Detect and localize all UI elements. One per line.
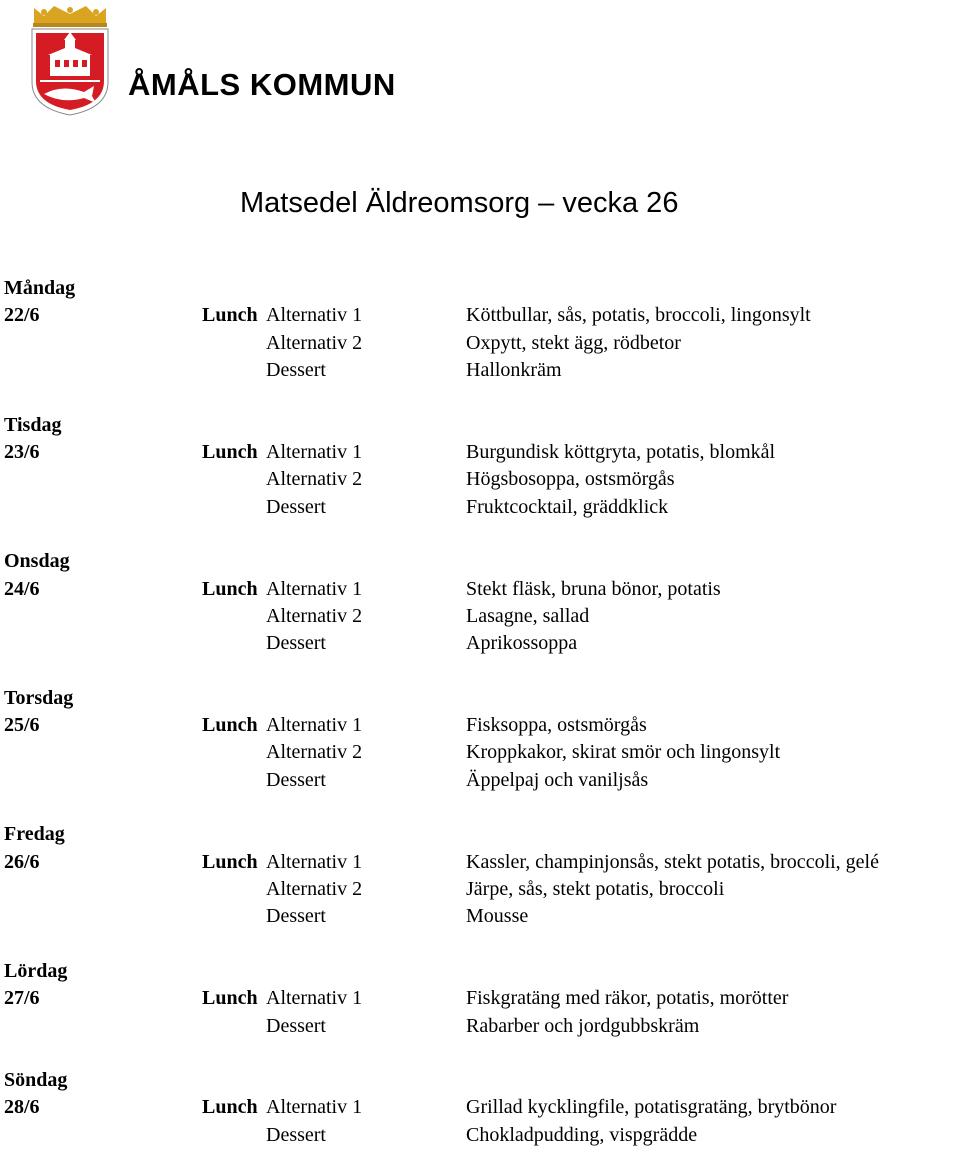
lunch-label: Lunch [202, 304, 258, 327]
dish-text: Lasagne, sallad [466, 604, 590, 627]
day-section [0, 685, 960, 795]
day-date: 26/6 [4, 850, 40, 873]
dish-text: Hallonkräm [466, 359, 562, 382]
course-label: Alternativ 1 [266, 850, 363, 873]
menu-row [0, 1122, 960, 1149]
day-name: Lördag [4, 959, 68, 982]
day-name: Söndag [4, 1068, 68, 1091]
menu-row [0, 1094, 960, 1121]
lunch-label: Lunch [202, 850, 258, 873]
day-heading [0, 412, 960, 439]
day-date: 27/6 [4, 987, 40, 1010]
day-date: 25/6 [4, 714, 40, 737]
weekly-menu [0, 275, 960, 1176]
day-heading [0, 685, 960, 712]
dish-text: Järpe, sås, stekt potatis, broccoli [466, 878, 725, 901]
dish-text: Kroppkakor, skirat smör och lingonsylt [466, 741, 781, 764]
day-heading [0, 275, 960, 302]
dish-text: Äppelpaj och vaniljsås [466, 768, 649, 791]
dish-text: Chokladpudding, vispgrädde [466, 1123, 698, 1146]
lunch-label: Lunch [202, 440, 258, 463]
lunch-label: Lunch [202, 1096, 258, 1119]
day-date: 24/6 [4, 577, 40, 600]
page-title: Matsedel Äldreomsorg – vecka 26 [240, 187, 679, 219]
menu-row [0, 903, 960, 930]
day-section [0, 821, 960, 931]
menu-row [0, 576, 960, 603]
day-section [0, 412, 960, 522]
dish-text: Fisksoppa, ostsmörgås [466, 714, 647, 737]
menu-row [0, 739, 960, 766]
dish-text: Mousse [466, 905, 529, 928]
course-label: Alternativ 1 [266, 987, 363, 1010]
dish-text: Högsbosoppa, ostsmörgås [466, 468, 675, 491]
course-label: Alternativ 2 [266, 604, 363, 627]
menu-row [0, 876, 960, 903]
dish-text: Rabarber och jordgubbskräm [466, 1014, 700, 1037]
course-label: Alternativ 1 [266, 577, 363, 600]
menu-row [0, 985, 960, 1012]
menu-row [0, 466, 960, 493]
lunch-label: Lunch [202, 577, 258, 600]
dish-text: Köttbullar, sås, potatis, broccoli, lingonsylt [466, 304, 811, 327]
day-name: Fredag [4, 823, 65, 846]
day-name: Onsdag [4, 550, 70, 573]
course-label: Dessert [266, 768, 326, 791]
dish-text: Kassler, champinjonsås, stekt potatis, broccoli, gelé [466, 850, 879, 873]
course-label: Alternativ 2 [266, 741, 363, 764]
menu-row [0, 712, 960, 739]
menu-row [0, 330, 960, 357]
menu-row [0, 494, 960, 521]
menu-row [0, 630, 960, 657]
course-label: Alternativ 1 [266, 714, 363, 737]
menu-row [0, 439, 960, 466]
menu-row [0, 302, 960, 329]
course-label: Dessert [266, 1014, 326, 1037]
municipality-coat-of-arms-logo [28, 4, 112, 116]
dish-text: Fruktcocktail, gräddklick [466, 495, 669, 518]
day-heading [0, 958, 960, 985]
day-name: Torsdag [4, 686, 74, 709]
menu-row [0, 603, 960, 630]
day-section [0, 275, 960, 385]
dish-text: Stekt fläsk, bruna bönor, potatis [466, 577, 721, 600]
menu-row [0, 357, 960, 384]
course-label: Dessert [266, 495, 326, 518]
day-name: Måndag [4, 277, 76, 299]
dish-text: Oxpytt, stekt ägg, rödbetor [466, 331, 681, 354]
course-label: Alternativ 1 [266, 440, 363, 463]
municipality-name: ÅMÅLS KOMMUN [128, 67, 396, 102]
day-date: 23/6 [4, 440, 40, 463]
day-date: 28/6 [4, 1096, 40, 1119]
course-label: Dessert [266, 1123, 326, 1146]
dish-text: Burgundisk köttgryta, potatis, blomkål [466, 440, 776, 463]
course-label: Alternativ 1 [266, 304, 363, 327]
lunch-label: Lunch [202, 714, 258, 737]
day-section [0, 1067, 960, 1149]
course-label: Dessert [266, 905, 326, 928]
day-name: Tisdag [4, 413, 62, 436]
day-section [0, 958, 960, 1040]
menu-row [0, 1013, 960, 1040]
coat-of-arms-icon [28, 4, 112, 116]
lunch-label: Lunch [202, 987, 258, 1010]
day-heading [0, 821, 960, 848]
course-label: Alternativ 1 [266, 1096, 363, 1119]
day-section [0, 548, 960, 658]
course-label: Alternativ 2 [266, 878, 363, 901]
dish-text: Aprikossoppa [466, 632, 578, 655]
dish-text: Grillad kycklingfile, potatisgratäng, brytbönor [466, 1096, 837, 1119]
menu-row [0, 849, 960, 876]
menu-row [0, 767, 960, 794]
course-label: Alternativ 2 [266, 468, 363, 491]
day-heading [0, 548, 960, 575]
course-label: Dessert [266, 359, 326, 382]
day-date: 22/6 [4, 304, 40, 327]
day-heading [0, 1067, 960, 1094]
course-label: Dessert [266, 632, 326, 655]
dish-text: Fiskgratäng med räkor, potatis, morötter [466, 987, 789, 1010]
course-label: Alternativ 2 [266, 331, 363, 354]
